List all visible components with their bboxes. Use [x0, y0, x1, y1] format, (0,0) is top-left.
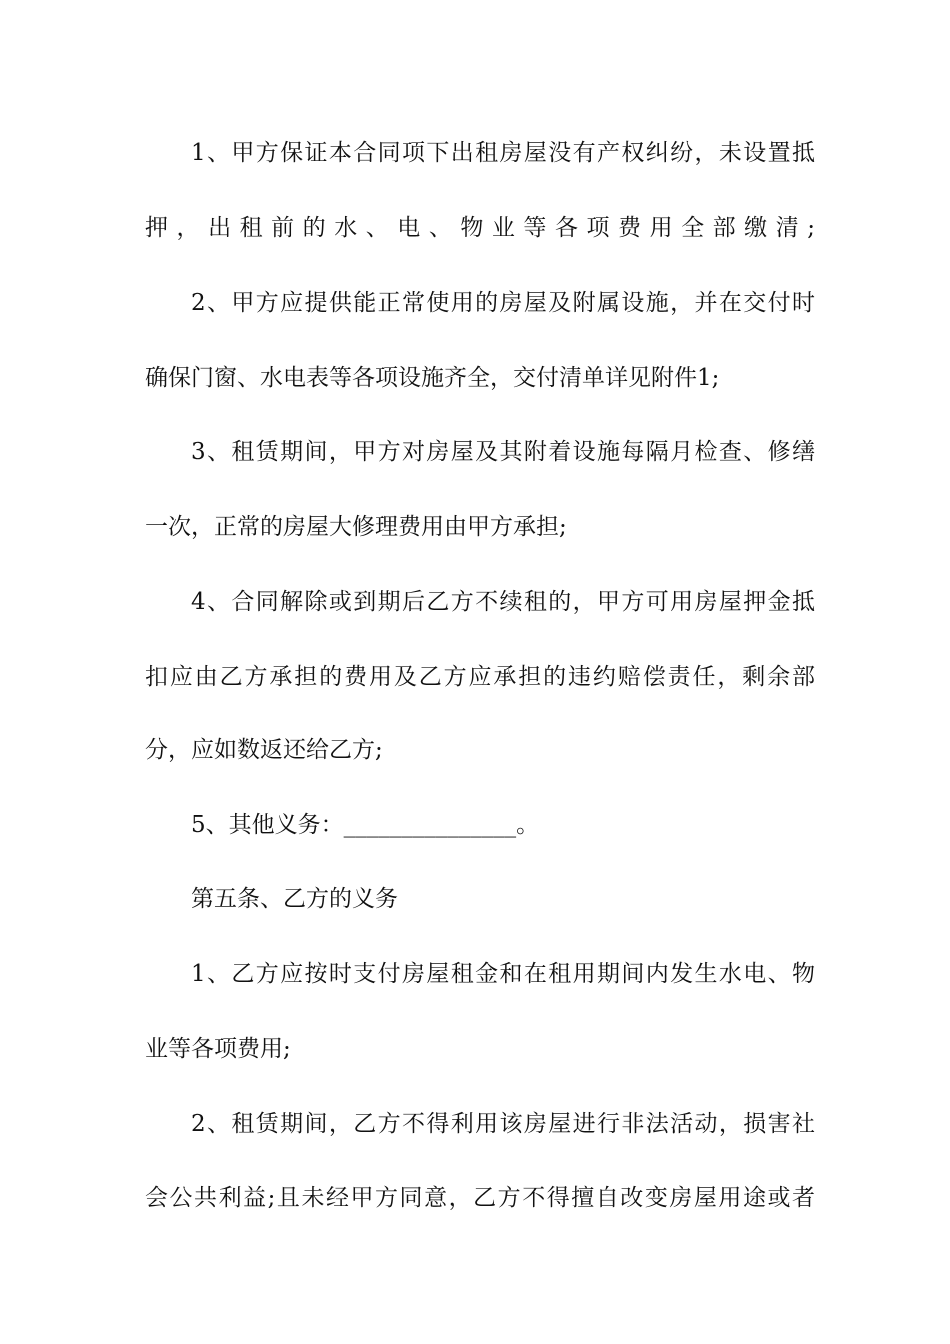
paragraph-line: 业等各项费用;	[145, 1036, 291, 1062]
paragraph-line: 确保门窗、水电表等各项设施齐全，交付清单详见附件1;	[145, 365, 720, 391]
paragraph-line: 2、甲方应提供能正常使用的房屋及附属设施，并在交付时	[191, 290, 815, 316]
section-heading: 第五条、乙方的义务	[191, 886, 398, 912]
paragraph-line: 4、合同解除或到期后乙方不续租的，甲方可用房屋押金抵	[191, 589, 815, 615]
other-obligations-line: 5、其他义务：_______________。	[191, 812, 540, 838]
paragraph-line: 分，应如数返还给乙方;	[145, 737, 383, 763]
paragraph-line: 押，出租前的水、电、物业等各项费用全部缴清;	[145, 215, 815, 241]
paragraph-line: 一次，正常的房屋大修理费用由甲方承担;	[145, 514, 567, 540]
paragraph-line: 3、租赁期间，甲方对房屋及其附着设施每隔月检查、修缮	[191, 439, 815, 465]
paragraph-line: 1、乙方应按时支付房屋租金和在租用期间内发生水电、物	[191, 961, 815, 987]
paragraph-line: 2、租赁期间，乙方不得利用该房屋进行非法活动，损害社	[191, 1111, 815, 1137]
paragraph-line: 扣应由乙方承担的费用及乙方应承担的违约赔偿责任，剩余部	[145, 664, 815, 690]
paragraph-line: 1、甲方保证本合同项下出租房屋没有产权纠纷，未设置抵	[191, 140, 815, 166]
paragraph-line: 会公共利益;且未经甲方同意，乙方不得擅自改变房屋用途或者	[145, 1185, 815, 1211]
